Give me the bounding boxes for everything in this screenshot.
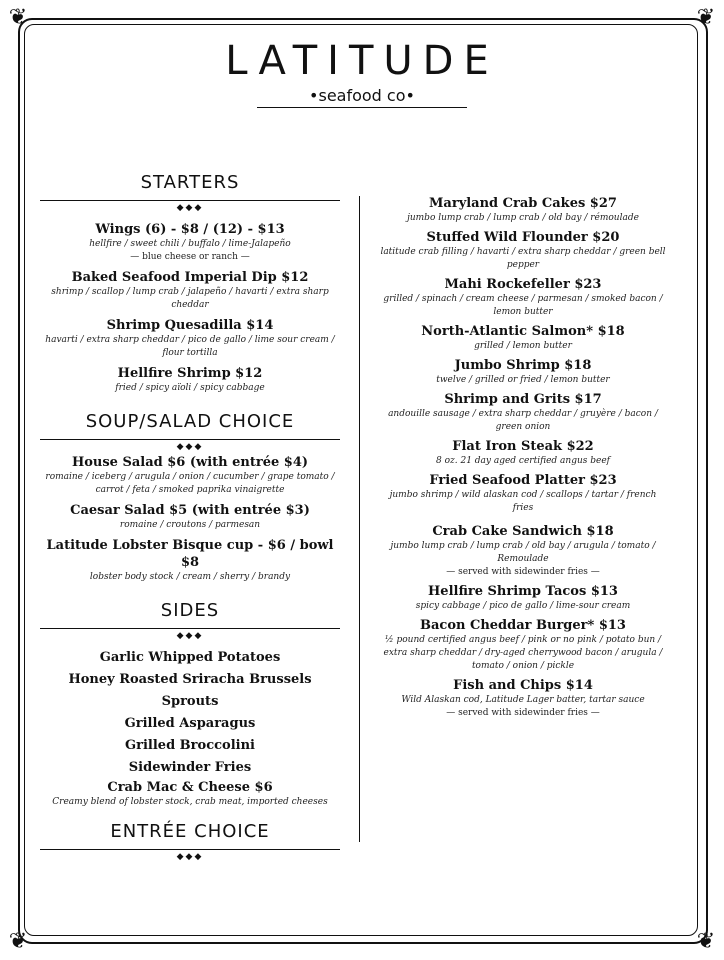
menu-item <box>378 523 668 579</box>
item-description: grilled / spinach / cream cheese / parmesan / smoked bacon / lemon butter <box>383 294 663 317</box>
item-name: Stuffed Wild Flounder $20 <box>426 230 620 245</box>
item-name: Shrimp and Grits $17 <box>444 392 602 407</box>
item-name: Maryland Crab Cakes $27 <box>429 196 617 211</box>
menu-item <box>378 677 668 720</box>
menu-item <box>378 438 668 468</box>
menu-item <box>378 195 668 225</box>
section-rule <box>40 434 340 452</box>
item-description: jumbo lump crab / lump crab / old bay / arugula / tomato / Remoulade <box>390 541 656 564</box>
menu-item <box>40 779 340 809</box>
item-name: Baked Seafood Imperial Dip $12 <box>71 270 309 285</box>
side-item: Grilled Asparagus <box>124 716 256 731</box>
menu-item <box>40 537 340 584</box>
section-sides <box>40 600 340 809</box>
item-description: lobster body stock / cream / sherry / brandy <box>89 572 291 582</box>
item-description: Creamy blend of lobster stock, crab meat, imported cheeses <box>52 797 328 807</box>
side-item: Sidewinder Fries <box>128 760 252 775</box>
corner-flourish-icon: ❦ <box>8 5 28 30</box>
item-description: spicy cabbage / pico de gallo / lime-sour cream <box>415 601 631 611</box>
column-divider <box>359 196 360 842</box>
item-description: andouille sausage / extra sharp cheddar / gruyère / bacon / green onion <box>388 409 658 432</box>
menu-item <box>378 357 668 387</box>
item-name: Hellfire Shrimp $12 <box>117 366 263 381</box>
item-name: Wings (6) - $8 / (12) - $13 <box>95 222 285 237</box>
section-rule <box>40 195 340 213</box>
menu-item <box>40 317 340 360</box>
side-item: Honey Roasted Sriracha Brussels Sprouts <box>68 672 312 709</box>
ornament-icon: ◆◆◆ <box>171 630 210 642</box>
menu-item <box>40 502 340 532</box>
item-name: Flat Iron Steak $22 <box>452 439 594 454</box>
item-name: Crab Cake Sandwich $18 <box>432 524 614 539</box>
logo-subtitle: •seafood co• <box>305 86 419 105</box>
item-name: Bacon Cheddar Burger* $13 <box>420 618 626 633</box>
corner-flourish-icon: ❦ <box>8 929 28 954</box>
section-title: ENTRÉE CHOICE <box>110 821 270 842</box>
item-description: havarti / extra sharp cheddar / pico de gallo / lime sour cream / flour tortilla <box>45 335 335 358</box>
menu-item <box>378 276 668 319</box>
item-name: Fried Seafood Platter $23 <box>429 473 617 488</box>
section-title: SIDES <box>160 600 220 621</box>
menu-item <box>378 391 668 434</box>
logo-rule <box>257 107 467 108</box>
item-note: — blue cheese or ranch — <box>130 252 250 262</box>
item-description: Wild Alaskan cod, Latitude Lager batter, tartar sauce <box>401 695 645 705</box>
item-name: Caesar Salad $5 (with entrée $3) <box>70 503 310 518</box>
item-name: Jumbo Shrimp $18 <box>454 358 592 373</box>
logo-name: LATITUDE <box>225 38 499 84</box>
section-title: SOUP/SALAD CHOICE <box>85 411 295 432</box>
item-name: Hellfire Shrimp Tacos $13 <box>428 584 618 599</box>
section-rule <box>40 844 340 862</box>
item-description: twelve / grilled or fried / lemon butter <box>436 375 610 385</box>
left-column <box>40 172 340 862</box>
right-column <box>378 195 668 720</box>
item-description: 8 oz. 21 day aged certified angus beef <box>436 456 610 466</box>
item-name: Mahi Rockefeller $23 <box>444 277 602 292</box>
item-description: romaine / iceberg / arugula / onion / cucumber / grape tomato / carrot / feta / smoked paprika vinaigrette <box>45 472 335 495</box>
item-note: — served with sidewinder fries — <box>446 708 600 718</box>
menu-item <box>40 454 340 497</box>
ornament-icon: ◆◆◆ <box>171 851 210 863</box>
item-description: fried / spicy aïoli / spicy cabbage <box>115 383 265 393</box>
item-name: House Salad $6 (with entrée $4) <box>71 455 309 470</box>
item-name: Shrimp Quesadilla $14 <box>106 318 274 333</box>
ornament-icon: ◆◆◆ <box>171 441 210 453</box>
menu-item <box>40 365 340 395</box>
item-name: Crab Mac & Cheese $6 <box>107 780 273 795</box>
section-soup-salad <box>40 411 340 584</box>
item-description: romaine / croutons / parmesan <box>119 520 261 530</box>
corner-flourish-icon: ❦ <box>696 5 716 30</box>
menu-item <box>378 323 668 353</box>
section-rule <box>40 623 340 641</box>
menu-item <box>378 617 668 673</box>
item-name: Latitude Lobster Bisque cup - $6 / bowl $8 <box>46 538 334 570</box>
menu-item <box>378 583 668 613</box>
section-title: STARTERS <box>140 172 240 193</box>
menu-item <box>40 269 340 312</box>
item-note: — served with sidewinder fries — <box>446 567 600 577</box>
side-item: Grilled Broccolini <box>125 738 255 753</box>
item-description: grilled / lemon butter <box>474 341 572 351</box>
item-description: ½ pound certified angus beef / pink or no pink / potato bun / extra sharp cheddar / dry-aged cherrywood bacon / arugula / tomato / onion / pickle <box>383 635 663 671</box>
item-name: North-Atlantic Salmon* $18 <box>421 324 625 339</box>
corner-flourish-icon: ❦ <box>696 929 716 954</box>
logo-subtitle-row <box>257 86 467 108</box>
section-entree-choice <box>40 821 340 862</box>
restaurant-logo <box>0 38 724 108</box>
section-starters <box>40 172 340 395</box>
ornament-icon: ◆◆◆ <box>171 202 210 214</box>
menu-item <box>378 472 668 515</box>
item-name: Fish and Chips $14 <box>453 678 593 693</box>
item-description: jumbo lump crab / lump crab / old bay / rémoulade <box>407 213 639 223</box>
item-description: hellfire / sweet chili / buffalo / lime-Jalapeño <box>89 239 291 249</box>
item-description: latitude crab filling / havarti / extra sharp cheddar / green bell pepper <box>380 247 666 270</box>
item-description: shrimp / scallop / lump crab / jalapeño / havarti / extra sharp cheddar <box>51 287 329 310</box>
side-item: Garlic Whipped Potatoes <box>99 650 281 665</box>
menu-item <box>40 221 340 264</box>
menu-item <box>378 229 668 272</box>
item-description: jumbo shrimp / wild alaskan cod / scallops / tartar / french fries <box>389 490 657 513</box>
